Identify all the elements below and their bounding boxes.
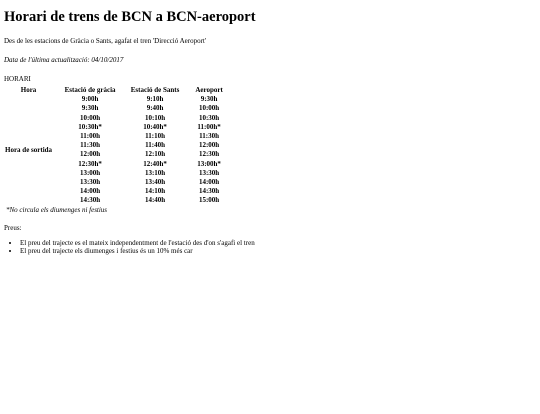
last-updated-text: Data de l'última actualització: 04/10/2017: [4, 56, 124, 64]
time-sants: 10:10h: [144, 113, 166, 122]
intro-text: Des de les estacions de Gràcia o Sants, agafat el tren 'Direcció Aeroport': [4, 37, 207, 45]
header-sants: Estació de Sants: [130, 86, 180, 94]
time-gracia: 13:30h: [79, 178, 101, 187]
schedule-table: [4, 86, 235, 206]
header-aeroport: Aeroport: [195, 86, 223, 94]
time-gracia: 12:00h: [79, 150, 101, 159]
row-label-hora-de-sortida: Hora de sortida: [5, 145, 53, 154]
time-sants: 14:10h: [144, 187, 166, 196]
time-aeroport: 13:00h*: [197, 159, 221, 168]
time-gracia: 10:00h: [79, 113, 101, 122]
time-gracia: 14:30h: [79, 196, 101, 205]
schedule-header-row: [4, 86, 235, 95]
page-content: [0, 9, 540, 256]
time-sants: 14:40h: [144, 196, 166, 205]
header-gracia: Estació de gràcia: [64, 86, 116, 94]
time-aeroport: 10:00h: [198, 104, 220, 113]
time-sants: 12:40h*: [143, 159, 167, 168]
price-list: [4, 239, 536, 256]
time-aeroport: 9:30h: [200, 95, 218, 104]
time-gracia: 9:00h: [81, 95, 99, 104]
time-gracia: 9:30h: [81, 104, 99, 113]
time-aeroport: 14:00h: [198, 178, 220, 187]
time-aeroport: 13:30h: [198, 168, 220, 177]
time-gracia: 11:30h: [80, 141, 100, 150]
schedule-section-label: HORARI: [4, 75, 31, 83]
time-sants: 10:40h*: [143, 122, 167, 131]
time-sants: 11:10h: [145, 132, 165, 141]
time-aeroport: 11:30h: [199, 132, 219, 141]
page-title: Horari de trens de BCN a BCN-aeroport: [4, 9, 256, 25]
prices-label: Preus:: [4, 223, 22, 232]
time-sants: 11:40h: [145, 141, 165, 150]
time-sants: 13:40h: [144, 178, 166, 187]
time-gracia: 12:30h*: [78, 159, 102, 168]
time-gracia: 13:00h: [79, 168, 101, 177]
time-aeroport: 12:30h: [198, 150, 220, 159]
time-aeroport: 15:00h: [198, 196, 220, 205]
price-item: • El preu del trajecte es el mateix independentment de l'estació des d'on s'agafi el tren: [20, 239, 536, 248]
time-sants: 9:10h: [146, 95, 164, 104]
time-sants: 12:10h: [144, 150, 166, 159]
time-gracia: 10:30h*: [78, 122, 102, 131]
schedule-body: [4, 95, 235, 205]
header-hora: Hora: [20, 86, 37, 94]
price-item: • El preu del trajecte els diumenges i festius és un 10% més car: [20, 247, 536, 256]
time-aeroport: 10:30h: [198, 113, 220, 122]
time-aeroport: 12:00h: [198, 141, 220, 150]
schedule-row: [4, 95, 235, 104]
time-sants: 9:40h: [146, 104, 164, 113]
footnote: *No circula els diumenges ni festius: [6, 205, 108, 214]
time-aeroport: 11:00h*: [197, 122, 221, 131]
time-gracia: 11:00h: [80, 132, 100, 141]
time-gracia: 14:00h: [79, 187, 101, 196]
time-aeroport: 14:30h: [198, 187, 220, 196]
time-sants: 13:10h: [144, 168, 166, 177]
